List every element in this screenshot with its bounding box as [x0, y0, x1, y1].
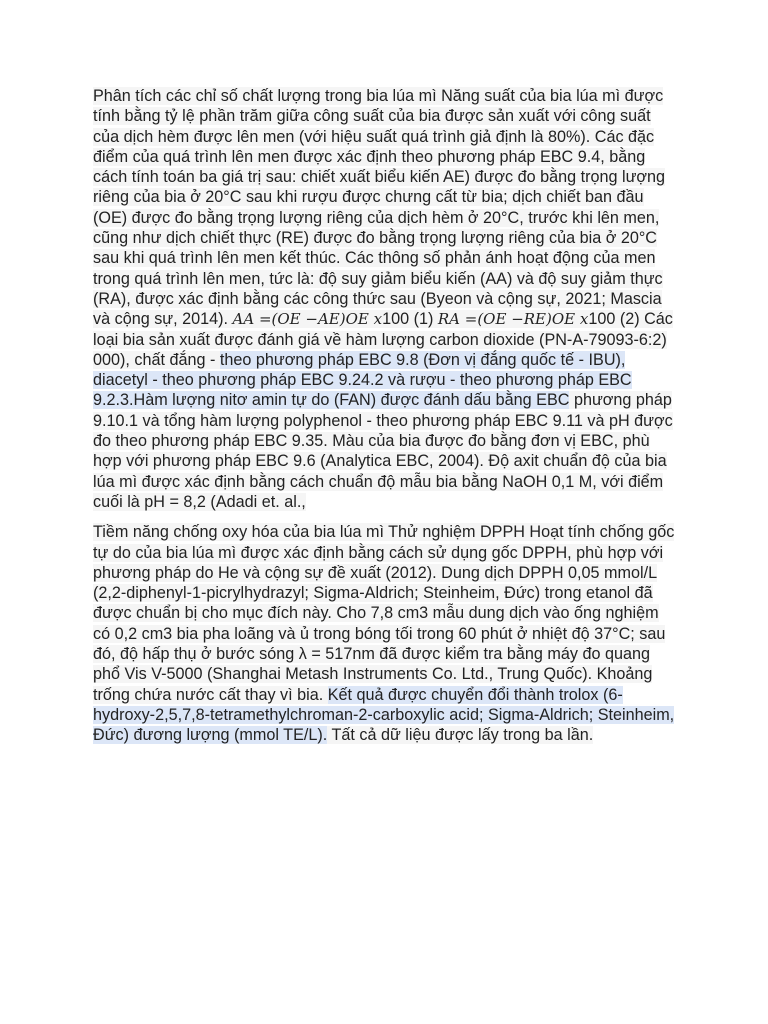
- text-segment: 100 (2) Các loại bia sản xuất được đánh giá về hàm lượng carbon dioxide (PN-A-79093-6:2) 000), chất đắng -: [93, 310, 673, 369]
- highlighted-text: theo phương pháp EBC 9.8 (Đơn vị đắng quốc tế - IBU), diacetyl - theo phương pháp EBC 9.24.2 và rượu - theo phương pháp EBC 9.2.3.Hàm lượng nitơ amin tự do (FAN) được đánh dấu bằng EBC: [93, 350, 632, 410]
- text-segment: Phân tích các chỉ số chất lượng trong bia lúa mì Năng suất của bia lúa mì được tính bằng tỷ lệ phần trăm giữa công suất của bia được sản xuất với công suất của dịch hèm được lên men (với hiệu suất quá trình giả định là 80%). Các đặc điểm của quá trình lên men được xác định theo phương pháp EBC 9.4, bằng cách tính toán ba giá trị sau: chiết xuất biểu kiến AE) được đo bằng trọng lượng riêng của bia ở 20°C sau khi rượu được chưng cất từ bia; dịch chiết ban đầu (OE) được đo bằng trọng lượng riêng của dịch hèm ở 20°C, trước khi lên men, cũng như dịch chiết thực (RE) được đo bằng trọng lượng riêng của bia ở 20°C sau khi quá trình lên men kết thúc. Các thông số phản ánh hoạt động của men trong quá trình lên men, tức là: độ suy giảm biểu kiến (AA) và độ suy giảm thực (RA), được xác định bằng các công thức sau (Byeon và cộng sự, 2021; Mascia và cộng sự, 2014).: [93, 87, 666, 329]
- text-segment: Tiềm năng chống oxy hóa của bia lúa mì Thử nghiệm DPPH Hoạt tính chống gốc tự do của bia lúa mì được xác định bằng cách sử dụng gốc DPPH, phù hợp với phương pháp do He và cộng sự đề xuất (2012). Dung dịch DPPH 0,05 mmol/L (2,2-diphenyl-1-picrylhydrazyl; Sigma-Aldrich; Steinheim, Đức) trong etanol đã được chuẩn bị cho mục đích này. Cho 7,8 cm3 mẫu dung dịch vào ống nghiệm có 0,2 cm3 bia pha loãng và ủ trong bóng tối trong 60 phút ở nhiệt độ 37°C; sau đó, độ hấp thụ ở bước sóng λ = 517nm đã được kiểm tra bằng máy đo quang phổ Vis V-5000 (Shanghai Metash Instruments Co. Ltd., Trung Quốc). Khoảng trống chứa nước cất thay vì bia.: [93, 523, 675, 704]
- text-segment: phương pháp 9.10.1 và tổng hàm lượng polyphenol - theo phương pháp EBC 9.11 và pH được đo theo phương pháp EBC 9.35. Màu của bia được đo bằng đơn vị EBC, phù hợp với phương pháp EBC 9.6 (Analytica EBC, 2004). Độ axit chuẩn độ của bia lúa mì được xác định bằng cách chuẩn độ mẫu bia bằng NaOH 0,1 M, với điểm cuối là pH = 8,2 (Adadi et. al.,: [93, 391, 673, 511]
- highlighted-text: Kết quả được chuyển đổi thành trolox (6-hydroxy-2,5,7,8-tetramethylchroman-2-carboxylic acid; Sigma-Aldrich; Steinheim, Đức) đương lượng (mmol TE/L).: [93, 685, 675, 745]
- paragraph-quality-analysis: [93, 86, 677, 512]
- paragraph-antioxidant: [93, 522, 677, 745]
- text-segment: Tất cả dữ liệu được lấy trong ba lần.: [327, 726, 594, 745]
- formula-ra: RA =(OE −RE)OE x: [437, 310, 589, 329]
- document-body: [93, 86, 677, 756]
- text-segment: 100 (1): [382, 310, 438, 329]
- formula-aa: AA =(OE −AE)OE x: [232, 310, 383, 329]
